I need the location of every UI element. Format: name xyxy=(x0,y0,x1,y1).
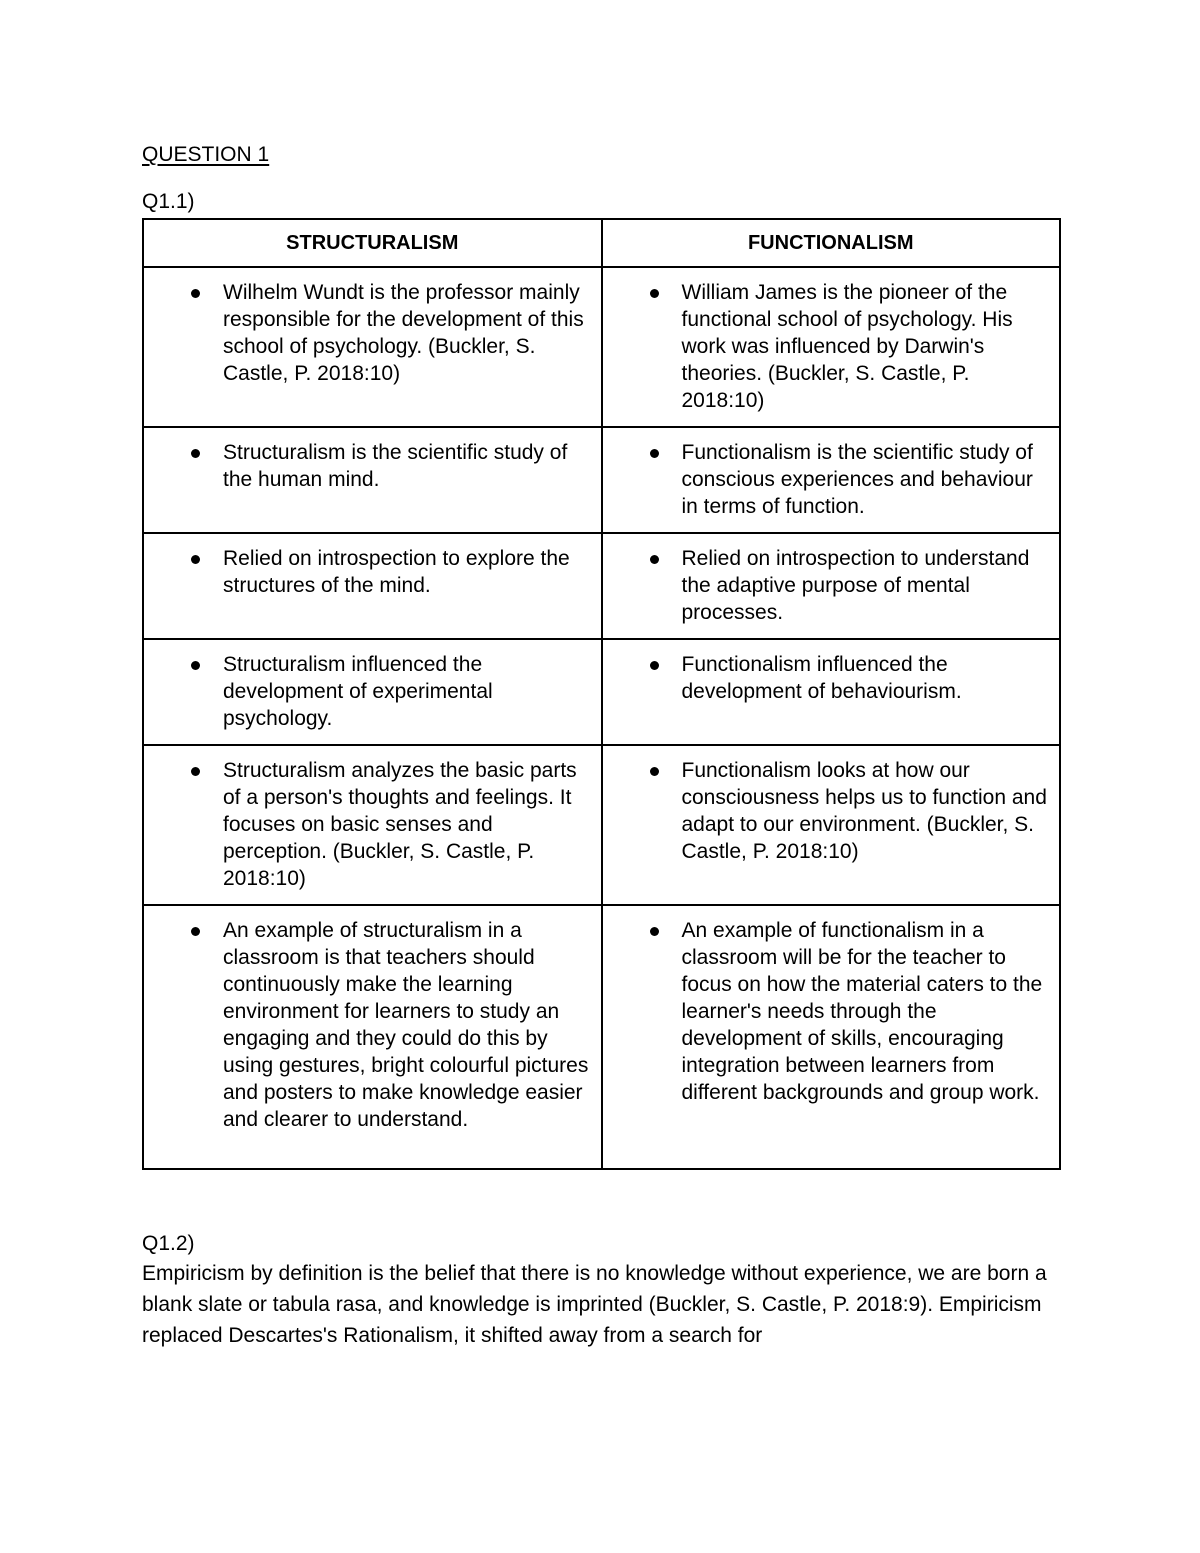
bullet-text: Structuralism analyzes the basic parts of a person's thoughts and feelings. It focuses on basic senses and perception. (Buckler, S. Castle, P. 2018:10) xyxy=(223,759,577,890)
bullet-icon xyxy=(650,927,659,936)
table-row xyxy=(143,639,1060,745)
bullet-icon xyxy=(650,449,659,458)
bullet-item xyxy=(611,279,1052,414)
bullet-icon xyxy=(650,555,659,564)
bullet-item xyxy=(152,757,593,892)
table-cell xyxy=(143,427,602,533)
table-row xyxy=(143,533,1060,639)
table-cell xyxy=(602,427,1061,533)
bullet-text: Functionalism influenced the development of behaviourism. xyxy=(681,653,962,703)
table-cell xyxy=(143,267,602,427)
table-cell xyxy=(602,533,1061,639)
bullet-text: William James is the pioneer of the functional school of psychology. His work was influenced by Darwin's theories. (Buckler, S. Castle, P. 2018:10) xyxy=(681,281,1013,412)
table-cell xyxy=(602,639,1061,745)
bullet-text: Functionalism looks at how our consciousness helps us to function and adapt to our environment. (Buckler, S. Castle, P. 2018:10) xyxy=(681,759,1047,863)
table-row xyxy=(143,905,1060,1169)
table-row xyxy=(143,267,1060,427)
bullet-icon xyxy=(650,289,659,298)
bullet-text: Wilhelm Wundt is the professor mainly responsible for the development of this school of psychology. (Buckler, S. Castle, P. 2018:10) xyxy=(223,281,584,385)
bullet-item xyxy=(611,439,1052,520)
bullet-icon xyxy=(191,661,200,670)
comparison-table xyxy=(142,218,1061,1170)
table-cell xyxy=(143,745,602,905)
bullet-text: Relied on introspection to explore the structures of the mind. xyxy=(223,547,570,597)
table-cell xyxy=(602,905,1061,1169)
header-functionalism: FUNCTIONALISM xyxy=(602,219,1061,267)
table-cell xyxy=(143,639,602,745)
table-cell xyxy=(602,745,1061,905)
bullet-item xyxy=(152,917,593,1133)
table-row xyxy=(143,427,1060,533)
table-row xyxy=(143,745,1060,905)
bullet-text: Structuralism influenced the development of experimental psychology. xyxy=(223,653,493,730)
bullet-text: Functionalism is the scientific study of conscious experiences and behaviour in terms of function. xyxy=(681,441,1033,518)
q1-2-label: Q1.2) xyxy=(142,1232,195,1255)
page-content xyxy=(142,140,1062,1351)
bullet-text: An example of functionalism in a classroom will be for the teacher to focus on how the material caters to the learner's needs through the development of skills, encouraging integration between learners from different backgrounds and group work. xyxy=(681,919,1043,1104)
bullet-text: Relied on introspection to understand the adaptive purpose of mental processes. xyxy=(681,547,1030,624)
bullet-icon xyxy=(191,767,200,776)
bullet-item xyxy=(611,917,1052,1106)
bullet-item xyxy=(152,651,593,732)
bullet-item xyxy=(152,439,593,493)
question-heading: QUESTION 1 xyxy=(142,143,270,166)
q1-2-paragraph: Empiricism by definition is the belief that there is no knowledge without experience, we are born a blank slate or tabula rasa, and knowledge is imprinted (Buckler, S. Castle, P. 2018:9). Empiricism replaced Descartes's Rationalism, it shifted away from a search for xyxy=(142,1262,1047,1347)
bullet-icon xyxy=(191,289,200,298)
bullet-icon xyxy=(191,555,200,564)
bullet-text: An example of structuralism in a classroom is that teachers should continuously make the learning environment for learners to study an engaging and they could do this by using gestures, bright colourful pictures and posters to make knowledge easier and clearer to understand. xyxy=(223,919,589,1131)
bullet-item xyxy=(152,279,593,387)
bullet-item xyxy=(611,757,1052,865)
bullet-item xyxy=(152,545,593,599)
bullet-icon xyxy=(650,661,659,670)
q1-1-label: Q1.1) xyxy=(142,190,195,213)
bullet-item xyxy=(611,651,1052,705)
header-structuralism: STRUCTURALISM xyxy=(143,219,602,267)
table-cell xyxy=(143,905,602,1169)
table-cell xyxy=(143,533,602,639)
table-cell xyxy=(602,267,1061,427)
table-header-row xyxy=(143,219,1060,267)
bullet-icon xyxy=(191,927,200,936)
bullet-item xyxy=(611,545,1052,626)
bullet-icon xyxy=(191,449,200,458)
bullet-icon xyxy=(650,767,659,776)
bullet-text: Structuralism is the scientific study of the human mind. xyxy=(223,441,568,491)
